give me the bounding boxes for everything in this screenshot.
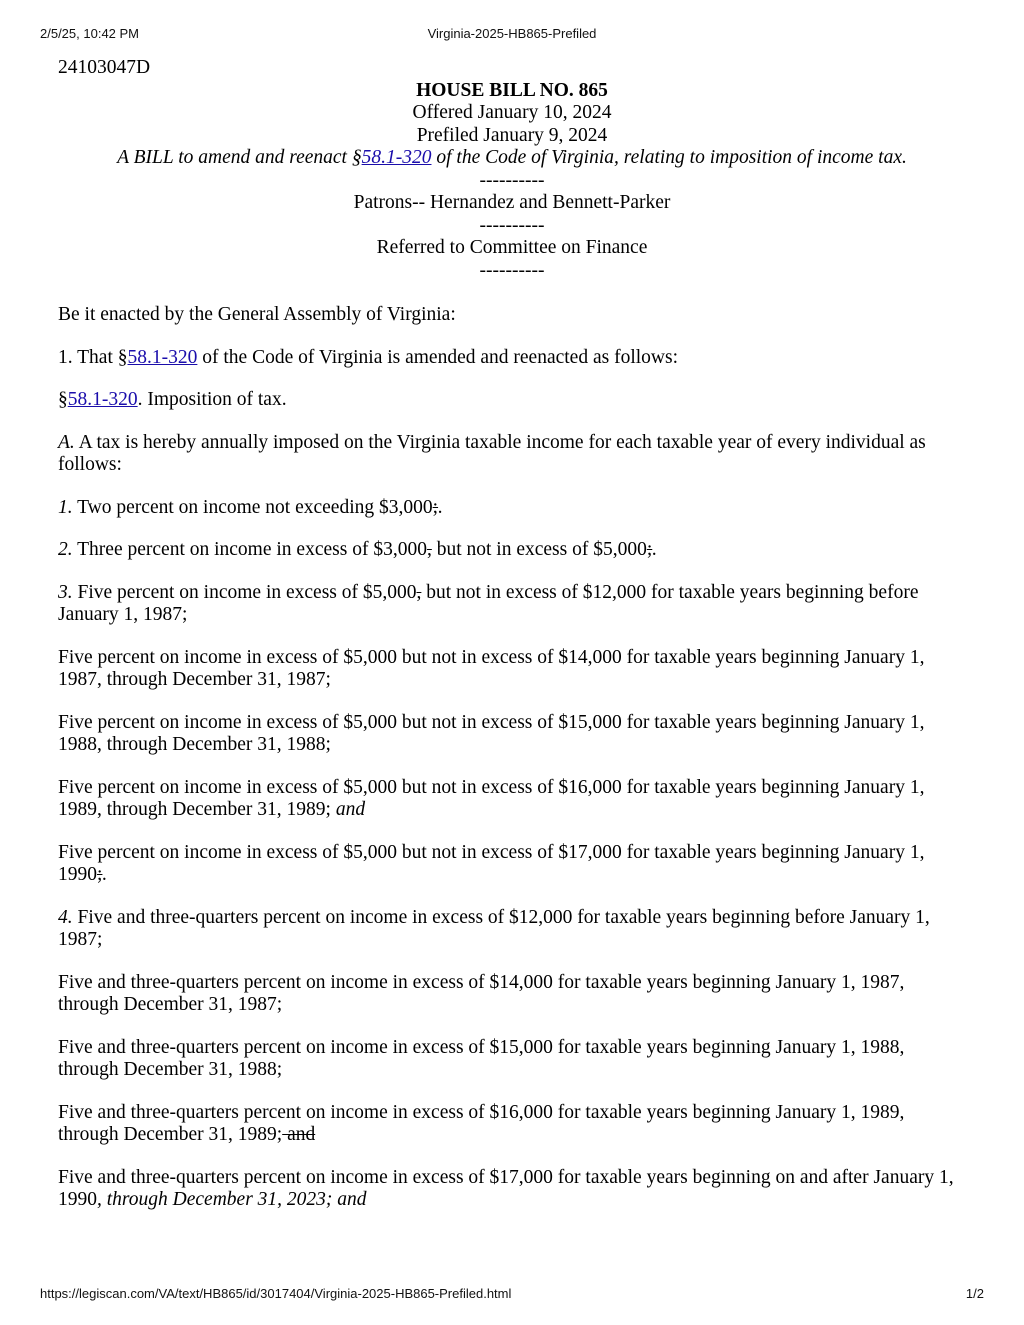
section-1-pre: 1. That § xyxy=(58,346,128,368)
item-label: 2. xyxy=(58,539,73,560)
item-text: Five percent on income in excess of $5,000 but not in excess of $16,000 for taxable years beginning January 1, 1989, through December 31, 1989; xyxy=(58,776,925,820)
inserted-text: . xyxy=(438,496,443,518)
bill-header-block xyxy=(0,80,1024,283)
item-text: but not in excess of $12,000 for taxable years beginning before January 1, 1987; xyxy=(58,581,919,625)
subsection-text: A tax is hereby annually imposed on the Virginia taxable income for each taxable year of every individual as follows: xyxy=(58,431,926,475)
subsection-label: A. xyxy=(58,431,75,453)
item-3-paragraph: Five percent on income in excess of $5,000 but not in excess of $15,000 for taxable years beginning January 1, 1988, through December 31, 1988; xyxy=(58,711,925,755)
item-text: Five and three-quarters percent on income in excess of $12,000 for taxable years beginning before January 1, 1987; xyxy=(58,906,930,950)
deleted-text: ; xyxy=(97,864,103,885)
separator: ---------- xyxy=(479,214,545,236)
code-section-link[interactable]: 58.1-320 xyxy=(127,346,198,368)
print-datetime: 2/5/25, 10:42 PM xyxy=(40,26,140,41)
item-2 xyxy=(58,539,968,562)
item-label: 4. xyxy=(58,906,73,928)
separator: ---------- xyxy=(479,259,545,281)
bill-description-post: of the Code of Virginia, relating to imposition of income tax. xyxy=(431,147,907,168)
section-symbol: § xyxy=(58,389,68,410)
deleted-text: , xyxy=(426,539,432,560)
item-3-paragraph xyxy=(58,842,968,887)
item-text: Three percent on income in excess of $3,000 xyxy=(72,539,427,560)
bill-description xyxy=(0,147,1024,170)
bill-prefiled-date: Prefiled January 9, 2024 xyxy=(416,124,608,146)
subsection-a xyxy=(58,432,968,477)
section-1 xyxy=(58,347,968,370)
section-heading xyxy=(58,389,968,412)
item-3 xyxy=(58,582,968,627)
print-page-number: 1/2 xyxy=(965,1286,984,1301)
item-text: Five and three-quarters percent on income in excess of $17,000 for taxable years beginning on and after January 1, 1990 xyxy=(58,1166,954,1210)
inserted-text: , through December 31, 2023; and xyxy=(97,1189,367,1210)
print-page-title: Virginia-2025-HB865-Prefiled xyxy=(427,26,597,41)
item-4 xyxy=(58,907,968,952)
deleted-text: ; xyxy=(646,539,653,560)
item-text: Two percent on income not exceeding $3,000 xyxy=(72,496,433,518)
inserted-text: . xyxy=(652,539,658,560)
code-section-link[interactable]: 58.1-320 xyxy=(361,147,432,168)
bill-offered-date: Offered January 10, 2024 xyxy=(412,102,612,123)
section-1-post: of the Code of Virginia is amended and reenacted as follows: xyxy=(197,346,678,368)
deleted-text: ; xyxy=(432,496,439,518)
item-text: but not in excess of $5,000 xyxy=(431,539,647,560)
item-4-paragraph xyxy=(58,1102,968,1147)
item-4-paragraph: Five and three-quarters percent on income in excess of $14,000 for taxable years beginning January 1, 1987, through December 31, 1987; xyxy=(58,971,905,1015)
bill-description-pre: A BILL to amend and reenact § xyxy=(117,147,362,168)
item-3-paragraph xyxy=(58,777,968,822)
item-label: 1. xyxy=(58,496,73,518)
bill-title: HOUSE BILL NO. 865 xyxy=(416,79,608,101)
item-text: Five percent on income in excess of $5,000 but not in excess of $17,000 for taxable years beginning January 1, 1990 xyxy=(58,841,925,885)
deleted-text: and xyxy=(282,1124,316,1145)
item-label: 3. xyxy=(58,581,73,603)
item-text: Five percent on income in excess of $5,000 xyxy=(72,581,417,603)
bill-referral: Referred to Committee on Finance xyxy=(376,237,648,258)
code-section-link[interactable]: 58.1-320 xyxy=(67,389,138,410)
item-1 xyxy=(58,497,968,520)
separator: ---------- xyxy=(479,169,545,191)
bill-document xyxy=(58,57,968,1232)
item-4-paragraph: Five and three-quarters percent on income in excess of $15,000 for taxable years beginning January 1, 1988, through December 31, 1988; xyxy=(58,1036,905,1080)
item-3-paragraph: Five percent on income in excess of $5,000 but not in excess of $14,000 for taxable years beginning January 1, 1987, through December 31, 1987; xyxy=(58,646,925,690)
item-text: Five and three-quarters percent on income in excess of $16,000 for taxable years beginning January 1, 1989, through December 31, 1989; xyxy=(58,1101,905,1145)
print-url: https://legiscan.com/VA/text/HB865/id/3017404/Virginia-2025-HB865-Prefiled.html xyxy=(40,1286,512,1301)
inserted-text: . xyxy=(102,864,108,885)
deleted-text: , xyxy=(416,581,422,603)
bill-id-code: 24103047D xyxy=(58,57,151,78)
section-heading-text: . Imposition of tax. xyxy=(137,389,287,410)
item-4-paragraph xyxy=(58,1167,968,1212)
enacting-clause: Be it enacted by the General Assembly of Virginia: xyxy=(58,304,456,325)
inserted-text: and xyxy=(330,799,366,820)
bill-patrons: Patrons-- Hernandez and Bennett-Parker xyxy=(353,192,671,213)
